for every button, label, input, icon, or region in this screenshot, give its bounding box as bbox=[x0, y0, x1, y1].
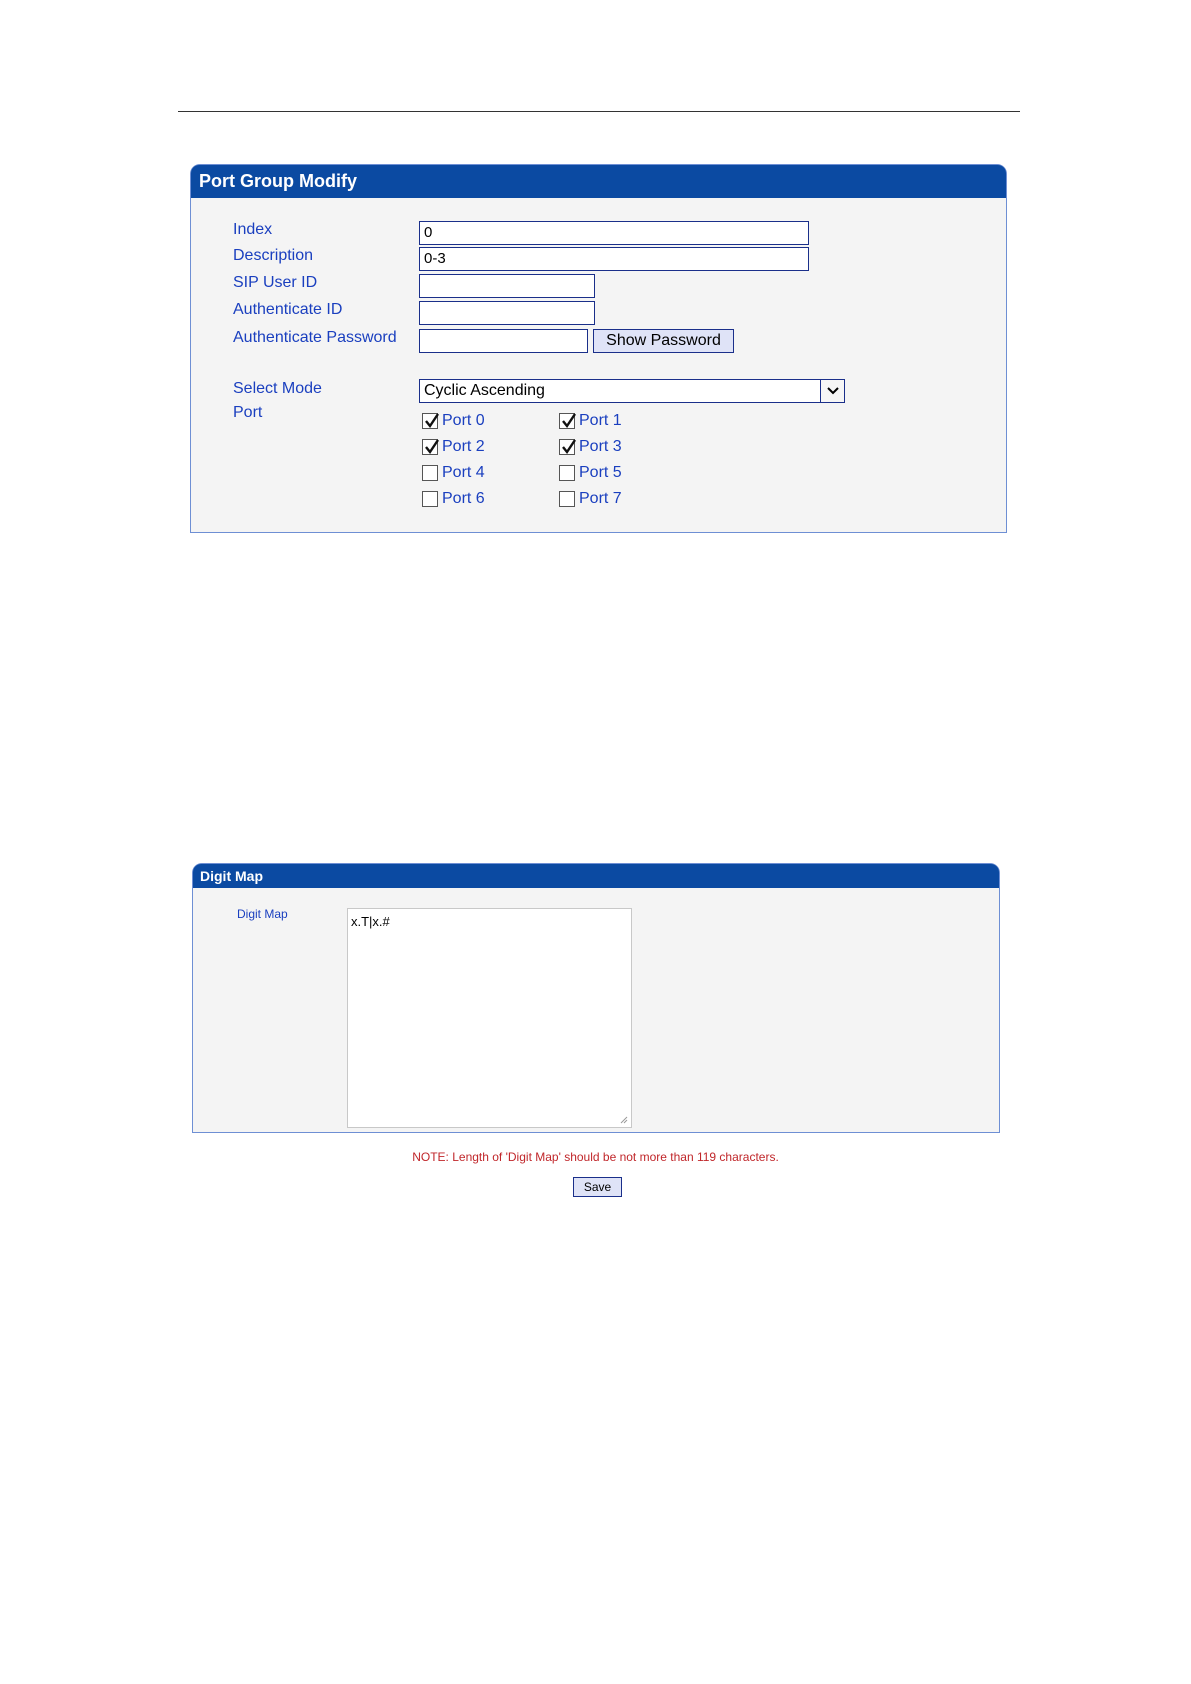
index-label: Index bbox=[233, 221, 273, 238]
chevron-down-icon[interactable] bbox=[820, 380, 844, 402]
port-label-0: Port 0 bbox=[442, 412, 485, 429]
note-text: NOTE: Length of 'Digit Map' should be not more than 119 characters. bbox=[412, 1150, 779, 1164]
description-label: Description bbox=[233, 247, 314, 264]
checkbox[interactable] bbox=[559, 491, 575, 507]
port-label-2: Port 2 bbox=[442, 438, 485, 455]
sip-user-id-label: SIP User ID bbox=[233, 274, 318, 291]
authenticate-password-label: Authenticate Password bbox=[233, 329, 397, 346]
port-checkbox-5[interactable] bbox=[559, 462, 622, 484]
checkmark-icon bbox=[423, 437, 440, 455]
select-mode-value: Cyclic Ascending bbox=[424, 382, 545, 399]
port-label: Port bbox=[233, 404, 263, 421]
description-input[interactable]: 0-3 bbox=[419, 247, 809, 271]
port-label-3: Port 3 bbox=[579, 438, 622, 455]
resize-handle-icon[interactable] bbox=[619, 1115, 628, 1124]
select-mode-dropdown[interactable] bbox=[419, 379, 845, 403]
checkbox[interactable] bbox=[422, 413, 438, 429]
digit-map-panel bbox=[192, 863, 1000, 1133]
port-checkbox-4[interactable] bbox=[422, 462, 485, 484]
port-checkbox-0[interactable] bbox=[422, 410, 485, 432]
port-group-modify-panel bbox=[190, 164, 1007, 533]
checkbox[interactable] bbox=[559, 413, 575, 429]
index-input[interactable]: 0 bbox=[419, 221, 809, 245]
digit-map-value: x.T|x.# bbox=[351, 914, 390, 929]
panel-title: Port Group Modify bbox=[191, 165, 1006, 198]
port-checkbox-1[interactable] bbox=[559, 410, 622, 432]
select-mode-label: Select Mode bbox=[233, 380, 322, 397]
port-checkbox-7[interactable] bbox=[559, 488, 622, 510]
digit-map-label: Digit Map bbox=[237, 907, 288, 921]
checkmark-icon bbox=[560, 411, 577, 429]
checkbox[interactable] bbox=[422, 465, 438, 481]
checkbox[interactable] bbox=[559, 465, 575, 481]
checkmark-icon bbox=[560, 437, 577, 455]
page-top-rule bbox=[178, 111, 1020, 112]
checkbox[interactable] bbox=[422, 491, 438, 507]
port-checkbox-3[interactable] bbox=[559, 436, 622, 458]
panel-title: Digit Map bbox=[193, 864, 999, 888]
show-password-button[interactable]: Show Password bbox=[593, 329, 734, 353]
authenticate-id-input[interactable] bbox=[419, 301, 595, 325]
port-checkbox-6[interactable] bbox=[422, 488, 485, 510]
save-button[interactable]: Save bbox=[573, 1177, 622, 1197]
checkbox[interactable] bbox=[559, 439, 575, 455]
port-label-1: Port 1 bbox=[579, 412, 622, 429]
port-label-4: Port 4 bbox=[442, 464, 485, 481]
checkmark-icon bbox=[423, 411, 440, 429]
authenticate-password-input[interactable] bbox=[419, 329, 588, 353]
sip-user-id-input[interactable] bbox=[419, 274, 595, 298]
port-checkbox-2[interactable] bbox=[422, 436, 485, 458]
digit-map-textarea[interactable] bbox=[347, 908, 632, 1128]
port-label-5: Port 5 bbox=[579, 464, 622, 481]
port-label-7: Port 7 bbox=[579, 490, 622, 507]
checkbox[interactable] bbox=[422, 439, 438, 455]
port-label-6: Port 6 bbox=[442, 490, 485, 507]
authenticate-id-label: Authenticate ID bbox=[233, 301, 343, 318]
